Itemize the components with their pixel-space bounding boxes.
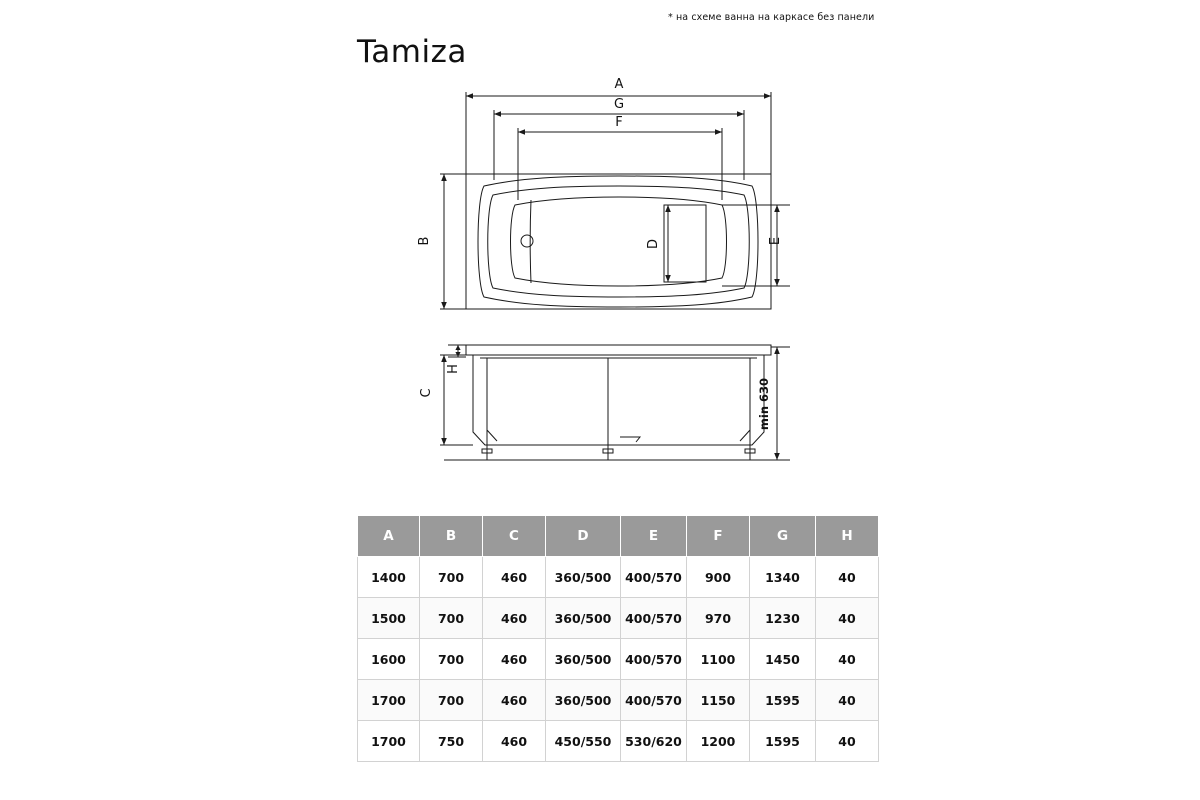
front-inner-left-wall [487, 358, 497, 441]
cell-d: 450/550 [546, 721, 621, 762]
table-header-g: G [750, 516, 816, 557]
drain-icon [521, 235, 533, 247]
front-detail-line [620, 437, 640, 442]
cell-d: 360/500 [546, 598, 621, 639]
cell-f: 1200 [687, 721, 750, 762]
front-inner-right-wall [740, 358, 750, 441]
cell-c: 460 [483, 598, 546, 639]
cell-c: 460 [483, 721, 546, 762]
cell-h: 40 [816, 680, 879, 721]
table-header-f: F [687, 516, 750, 557]
table-row [358, 557, 879, 598]
bath-step-line [530, 200, 531, 283]
cell-g: 1230 [750, 598, 816, 639]
footnote-text: * на схеме ванна на каркасе без панели [668, 12, 875, 23]
cell-g: 1595 [750, 680, 816, 721]
cell-f: 900 [687, 557, 750, 598]
table-header-row [358, 516, 879, 557]
dim-label-e: E [768, 236, 783, 246]
cell-g: 1450 [750, 639, 816, 680]
cell-h: 40 [816, 598, 879, 639]
dim-label-h: H [446, 364, 461, 374]
cell-b: 700 [420, 598, 483, 639]
bath-bowl-outline [511, 197, 727, 286]
cell-b: 750 [420, 721, 483, 762]
cell-e: 400/570 [621, 557, 687, 598]
cell-c: 460 [483, 680, 546, 721]
frame-feet [482, 449, 755, 460]
cell-a: 1700 [358, 721, 420, 762]
dimensions-table [357, 515, 879, 762]
cell-b: 700 [420, 680, 483, 721]
cell-h: 40 [816, 557, 879, 598]
cell-c: 460 [483, 557, 546, 598]
table-header-d: D [546, 516, 621, 557]
d-dimension-box [664, 205, 706, 282]
cell-d: 360/500 [546, 680, 621, 721]
cell-c: 460 [483, 639, 546, 680]
front-bath-body [473, 355, 764, 445]
table-row [358, 721, 879, 762]
dim-label-b: B [417, 236, 432, 246]
cell-f: 1100 [687, 639, 750, 680]
page-title: Tamiza [357, 34, 467, 70]
dim-label-f: F [615, 115, 623, 130]
cell-h: 40 [816, 721, 879, 762]
cell-e: 530/620 [621, 721, 687, 762]
bath-outline-top [466, 174, 771, 309]
dim-label-c: C [419, 388, 434, 398]
cell-e: 400/570 [621, 680, 687, 721]
front-rim-slab [466, 345, 771, 355]
cell-g: 1340 [750, 557, 816, 598]
cell-b: 700 [420, 557, 483, 598]
cell-e: 400/570 [621, 598, 687, 639]
dim-label-d: D [646, 238, 661, 250]
cell-a: 1700 [358, 680, 420, 721]
table-row [358, 598, 879, 639]
cell-b: 700 [420, 639, 483, 680]
table-header-e: E [621, 516, 687, 557]
dim-arrowheads-top-view [441, 93, 780, 309]
table-header-b: B [420, 516, 483, 557]
cell-a: 1500 [358, 598, 420, 639]
cell-a: 1600 [358, 639, 420, 680]
cell-e: 400/570 [621, 639, 687, 680]
cell-f: 970 [687, 598, 750, 639]
dim-label-g: G [613, 97, 625, 112]
table-header-a: A [358, 516, 420, 557]
dim-label-a: A [614, 77, 624, 92]
table-header-h: H [816, 516, 879, 557]
table-row [358, 680, 879, 721]
dim-label-min-630: min 630 [757, 377, 771, 431]
cell-d: 360/500 [546, 639, 621, 680]
cell-f: 1150 [687, 680, 750, 721]
cell-d: 360/500 [546, 557, 621, 598]
table-header-c: C [483, 516, 546, 557]
cell-h: 40 [816, 639, 879, 680]
cell-g: 1595 [750, 721, 816, 762]
cell-a: 1400 [358, 557, 420, 598]
dim-arrowheads-front-view [441, 345, 780, 460]
bath-rim-outline [478, 176, 758, 307]
table-row [358, 639, 879, 680]
